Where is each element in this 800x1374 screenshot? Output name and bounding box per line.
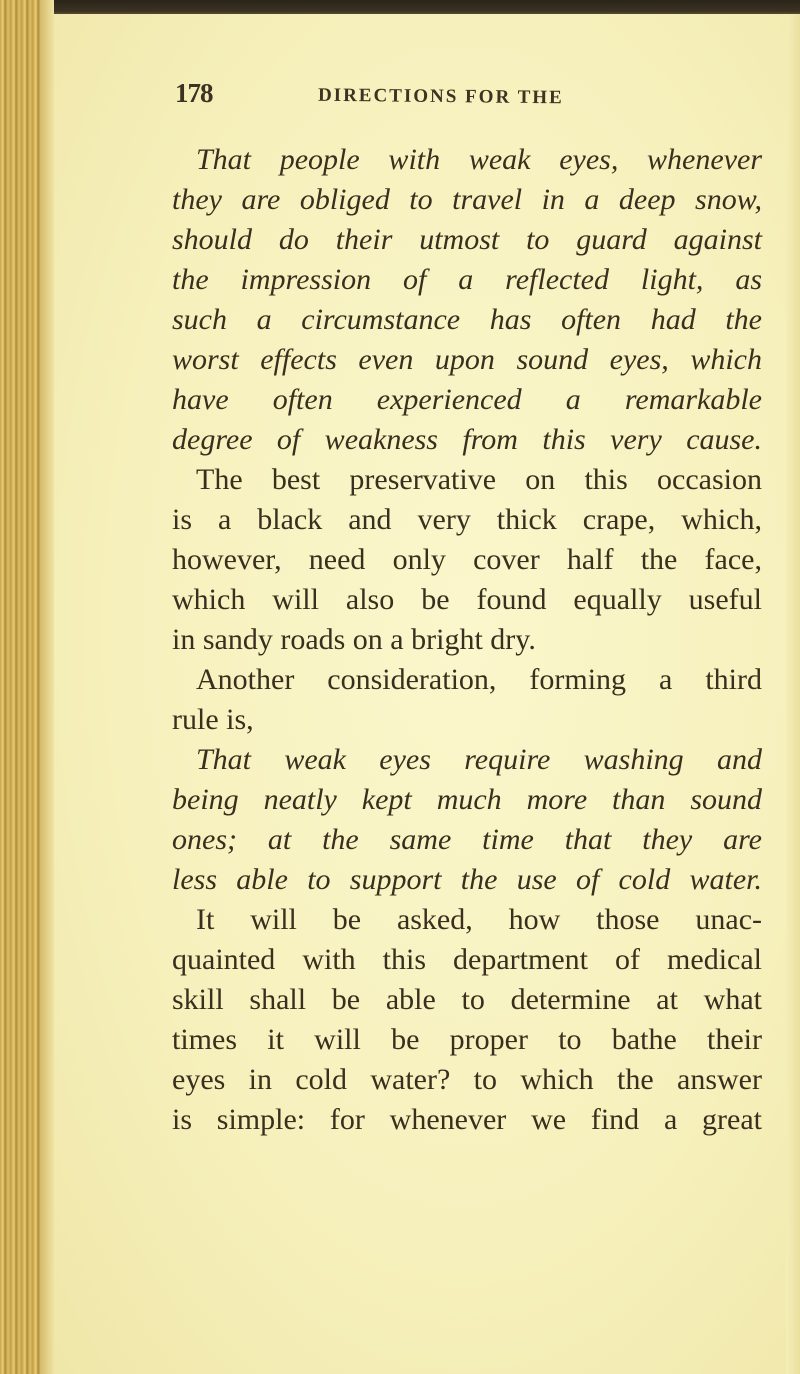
text-line: skill shall be able to determine at what <box>172 983 762 1016</box>
text-line: That people with weak eyes, whenever <box>196 143 762 176</box>
text-line: such a circumstance has often had the <box>172 303 762 336</box>
text-line: It will be asked, how those unac- <box>196 903 762 936</box>
text-line: degree of weakness from this very cause. <box>172 423 762 456</box>
text-line: they are obliged to travel in a deep snow, <box>172 183 762 216</box>
text-line: quainted with this department of medical <box>172 943 762 976</box>
text-line: is simple: for whenever we find a great <box>172 1103 762 1136</box>
text-line: worst effects even upon sound eyes, which <box>172 343 762 376</box>
text-line: rule is, <box>172 703 254 736</box>
text-line: the impression of a reflected light, as <box>172 263 762 296</box>
text-line: have often experienced a remarkable <box>172 383 762 416</box>
page-gutter <box>40 0 54 1374</box>
text-line: is a black and very thick crape, which, <box>172 503 762 536</box>
text-line: That weak eyes require washing and <box>196 743 762 776</box>
text-line: in sandy roads on a bright dry. <box>172 623 536 656</box>
text-line: times it will be proper to bathe their <box>172 1023 762 1056</box>
text-line: however, need only cover half the face, <box>172 543 762 576</box>
text-line: less able to support the use of cold water. <box>172 863 762 896</box>
body-text <box>172 140 762 1140</box>
page-number: 178 <box>175 78 213 108</box>
text-line: Another consideration, forming a third <box>196 663 762 696</box>
gilt-page-edges <box>0 0 40 1374</box>
text-line: The best preservative on this occasion <box>196 463 762 496</box>
text-line: should do their utmost to guard against <box>172 223 762 256</box>
running-head <box>175 78 735 112</box>
text-line: eyes in cold water? to which the answer <box>172 1063 762 1096</box>
page-right-edge <box>786 14 800 1374</box>
text-line: which will also be found equally useful <box>172 583 762 616</box>
text-line: being neatly kept much more than sound <box>172 783 762 816</box>
running-head-title: DIRECTIONS FOR THE <box>317 84 564 109</box>
text-line: ones; at the same time that they are <box>172 823 762 856</box>
